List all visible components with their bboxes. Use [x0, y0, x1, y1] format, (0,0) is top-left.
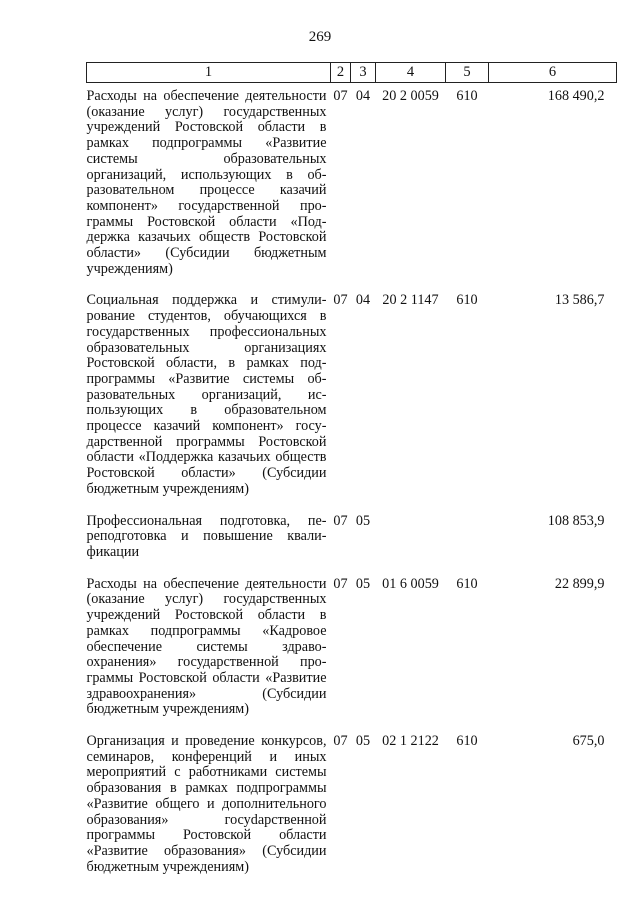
row-expense-type: 610	[456, 733, 478, 750]
table-row	[87, 734, 617, 875]
row-target-article: 01 6 0059	[382, 575, 439, 592]
table-row	[87, 577, 617, 734]
row-description: Организация и проведение конкурсов, семинаров, конференций и иных мероприятий с работниками системы образования в рамках подпрограммы «Развитие общего и дополнительного образования» госуdарственной программы Ростовской области «Развитие образования» (Субсидии бюджетным учреждениям)	[86, 733, 327, 875]
row-amount: 13 586,7	[554, 292, 605, 309]
column-header-4: 4	[376, 63, 446, 83]
row-subsection-code: 04	[355, 292, 371, 309]
table-row	[87, 83, 617, 294]
row-target-article: 20 2 0059	[382, 88, 439, 104]
row-amount: 168 490,2	[547, 88, 605, 104]
row-subsection-code: 05	[355, 512, 371, 529]
row-section-code: 07	[333, 733, 348, 750]
table-header-row	[87, 63, 617, 83]
column-header-3: 3	[351, 63, 376, 83]
row-expense-type: 610	[456, 88, 478, 104]
page-number: 269	[308, 29, 332, 45]
table-row	[87, 514, 617, 577]
row-target-article	[376, 514, 446, 577]
row-target-article: 20 2 1147	[382, 292, 439, 309]
row-amount: 108 853,9	[547, 512, 605, 529]
row-amount: 675,0	[572, 733, 605, 750]
row-expense-type: 610	[456, 292, 478, 309]
row-description: Профессиональная подготовка, переподготовка и повышение квалификации	[86, 512, 327, 560]
column-header-2: 2	[331, 63, 351, 83]
row-target-article: 02 1 2122	[382, 733, 439, 750]
budget-table	[86, 62, 617, 875]
row-section-code: 07	[333, 88, 348, 104]
row-description: Социальная поддержка и стимулирование студентов, обучающихся в государственных профессиональных образовательных организациях Ростовской области, в рамках подпрограммы «Развитие системы образовательных организаций, использующих в образовательном процессе казачий компонент» государственной программы Ростовской области «Поддержка казачьих обществ Ростовской области» (Субсидии бюджетным учреждениям)	[86, 292, 327, 497]
row-subsection-code: 05	[355, 733, 371, 750]
column-header-6: 6	[489, 63, 617, 83]
row-section-code: 07	[333, 292, 348, 309]
row-expense-type	[446, 514, 489, 577]
row-amount: 22 899,9	[554, 575, 605, 592]
column-header-1: 1	[87, 63, 331, 83]
row-description: Расходы на обеспечение деятельности (оказание услуг) государственных учреждений Ростовской области в рамках подпрограммы «Развитие системы образовательных организаций, использующих в образовательном процессе казачий компонент» государственной программы Ростовской области «Поддержка казачьих обществ Ростовской области» (Субсидии бюджетным учреждениям)	[86, 88, 327, 277]
row-description: Расходы на обеспечение деятельности (оказание услуг) государственных учреждений Ростовской области в рамках подпрограммы «Кадровое обеспечение системы здравоохранения» государственной программы Ростовской области «Развитие здравоохранения» (Субсидии бюджетным учреждениям)	[86, 575, 327, 718]
column-header-5: 5	[446, 63, 489, 83]
row-section-code: 07	[333, 575, 348, 592]
row-expense-type: 610	[456, 575, 478, 592]
row-subsection-code: 05	[355, 575, 371, 592]
row-section-code: 07	[333, 512, 348, 529]
table-row	[87, 293, 617, 513]
row-subsection-code: 04	[355, 88, 371, 104]
